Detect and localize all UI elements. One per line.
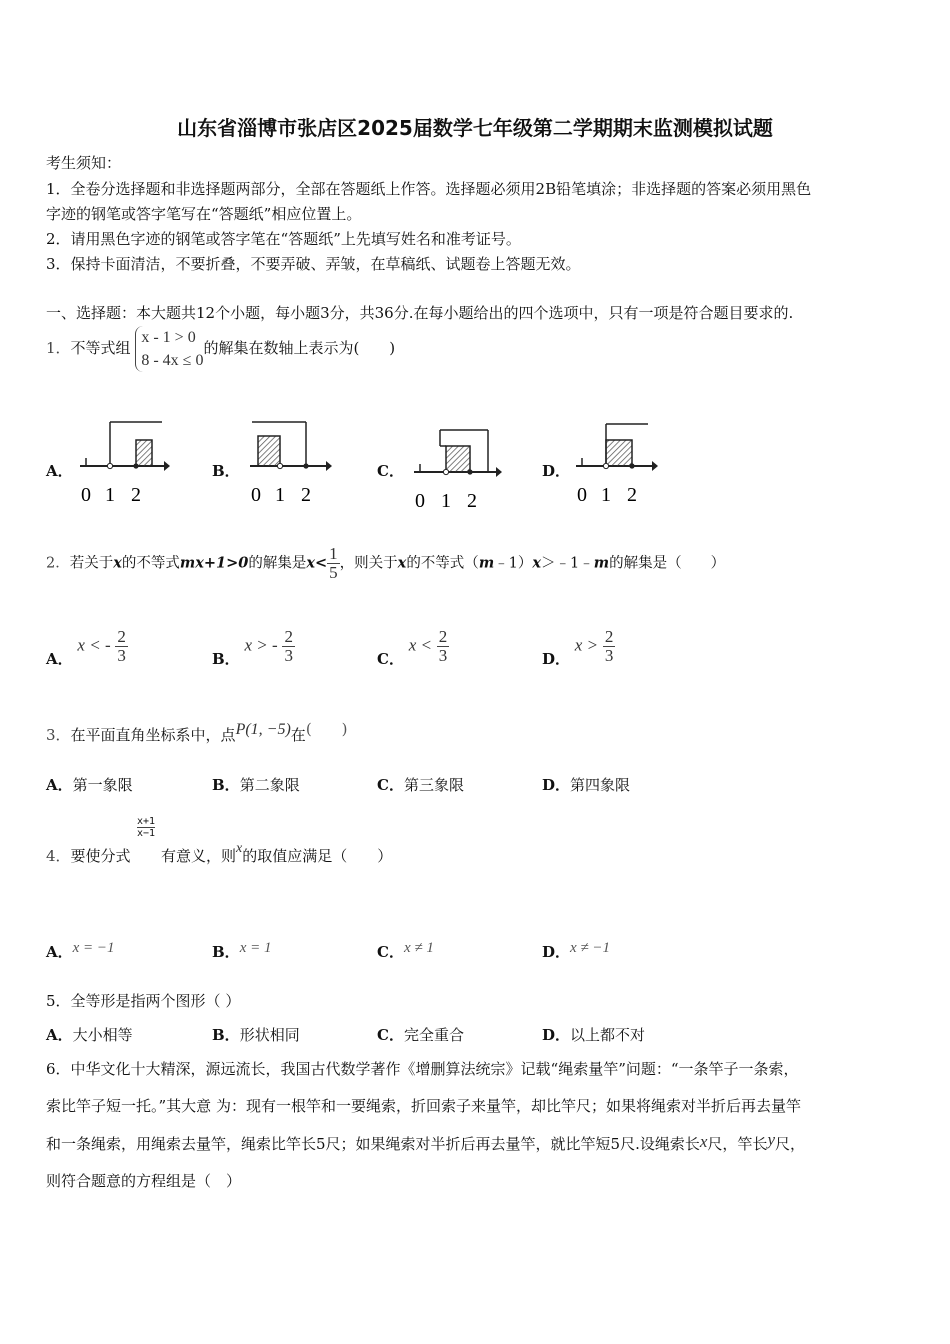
question-1 xyxy=(46,326,395,372)
option-text: 第一象限 xyxy=(72,776,133,794)
q2-var-x: x xyxy=(397,554,407,572)
q6-text: 和一条绳索，用绳索去量竿，绳索比竿长5尺；如果绳索对半折后再去量竿，就比竿短5尺.设绳索长 xyxy=(46,1135,700,1153)
tick-2: 2 xyxy=(627,484,637,506)
q6-text: 尺， xyxy=(774,1135,805,1153)
q4-option-b[interactable] xyxy=(212,936,272,961)
q4-frac-den: x−1 xyxy=(137,828,156,839)
tick-1: 1 xyxy=(275,484,285,506)
question-6-line-4: 则符合题意的方程组是（ ） xyxy=(46,1172,242,1190)
q5-option-d[interactable] xyxy=(542,1024,645,1045)
q1-number-line-b xyxy=(248,418,332,508)
tick-0: 0 xyxy=(577,484,587,506)
q2-solution: x< xyxy=(306,554,328,572)
tick-0: 0 xyxy=(415,490,425,512)
q6-text: 尺，竿长 xyxy=(707,1135,768,1153)
option-label: B． xyxy=(212,649,240,668)
option-label: D． xyxy=(542,776,571,794)
q3-number: 3． xyxy=(46,726,71,744)
option-fraction xyxy=(603,628,616,665)
option-label: B． xyxy=(212,776,240,794)
q4-post: 的取值应满足（ ） xyxy=(242,847,393,865)
q2-option-b[interactable] xyxy=(212,627,295,668)
q6-var-x: x xyxy=(699,1132,708,1151)
q2-text: 若关于 xyxy=(69,555,114,572)
option-expr: x ≠ −1 xyxy=(570,940,611,956)
question-6-line-1: 6．中华文化十大精深，源远流长，我国古代数学著作《增删算法统宗》记载“绳索量竿”问题：“一条竿子一条索， xyxy=(46,1060,799,1078)
q2-text: 的不等式 xyxy=(121,555,180,572)
q5-option-a[interactable] xyxy=(46,1024,133,1045)
q4-frac-num: x+1 xyxy=(137,816,156,827)
q1-number-line-d xyxy=(574,418,658,508)
frac-den: 3 xyxy=(284,645,293,665)
option-fraction xyxy=(115,628,128,665)
frac-num: 2 xyxy=(117,627,126,646)
option-label: A． xyxy=(46,776,73,794)
q3-option-d[interactable] xyxy=(542,774,630,795)
option-expr: x ≠ 1 xyxy=(403,940,434,956)
option-expr: x = −1 xyxy=(72,940,115,956)
q1-inequality-system xyxy=(135,326,203,372)
frac-num: 2 xyxy=(284,627,293,646)
option-text: 第三象限 xyxy=(403,776,464,794)
question-6-line-3 xyxy=(46,1130,805,1154)
page-title: 山东省淄博市张店区2025届数学七年级第二学期期末监测模拟试题 xyxy=(177,116,773,140)
q1-ineq-1: x - 1 > 0 xyxy=(141,329,196,346)
q2-inequality: mx+1>0 xyxy=(179,554,249,572)
option-label: D． xyxy=(542,649,571,668)
option-fraction xyxy=(282,628,295,665)
option-expr: x = 1 xyxy=(239,940,272,956)
q2-text: ＞﹣1﹣ xyxy=(541,555,594,572)
option-label: C． xyxy=(377,1026,404,1044)
q1-number-line-c xyxy=(412,424,502,514)
option-label: A． xyxy=(46,943,73,961)
question-5: 5．全等形是指两个图形（ ） xyxy=(46,992,241,1010)
q1-number: 1． xyxy=(46,339,71,358)
q2-var-m: m xyxy=(478,554,495,572)
tick-1: 1 xyxy=(601,484,611,506)
option-label: A． xyxy=(46,649,73,668)
q5-option-b[interactable] xyxy=(212,1024,300,1045)
q3-paren: ( ) xyxy=(305,720,348,738)
option-label: C． xyxy=(377,943,404,961)
q1-ineq-2: 8 - 4x ≤ 0 xyxy=(141,352,204,370)
option-text: 第四象限 xyxy=(570,776,631,794)
q1-pre: 不等式组 xyxy=(70,339,131,358)
q4-option-d[interactable] xyxy=(542,936,611,961)
q2-text: ，则关于 xyxy=(339,555,398,572)
q2-var-x: x xyxy=(532,554,542,572)
tick-0: 0 xyxy=(81,484,91,506)
question-6-line-2: 索比竿子短一托。”其大意 为：现有一根竿和一要绳索，折回索子来量竿，却比竿尺；如果将绳索对半折后再去量竿 xyxy=(46,1097,801,1115)
q4-var: x xyxy=(236,841,243,856)
frac-den: 3 xyxy=(117,645,126,665)
notice-header: 考生须知： xyxy=(46,154,122,172)
q2-number: 2． xyxy=(46,555,70,572)
q2-text: 的不等式（ xyxy=(406,555,479,572)
q1-option-d-label[interactable]: D． xyxy=(542,462,571,480)
frac-num: 2 xyxy=(438,627,448,646)
q4-fraction xyxy=(137,816,155,839)
q4-option-a[interactable] xyxy=(46,936,115,961)
q2-var-x: x xyxy=(113,554,122,572)
notice-item-2: 2．请用黑色字迹的钢笔或答字笔在“答题纸”上先填写姓名和准考证号。 xyxy=(46,230,521,248)
frac-den: 3 xyxy=(604,645,614,665)
frac-num: 2 xyxy=(604,627,614,646)
option-label: C． xyxy=(377,776,404,794)
tick-2: 2 xyxy=(301,484,311,506)
option-expr: x > - xyxy=(244,635,278,655)
q2-option-d[interactable] xyxy=(542,627,615,668)
q3-option-a[interactable] xyxy=(46,774,133,795)
option-fraction xyxy=(437,628,450,665)
option-label: D． xyxy=(542,1026,571,1044)
q2-fraction xyxy=(327,545,340,582)
option-expr: x < xyxy=(408,635,433,655)
option-text: 第二象限 xyxy=(239,776,300,794)
q2-var-m: m xyxy=(593,554,610,572)
section-heading: 一、选择题：本大题共12个小题，每小题3分，共36分.在每小题给出的四个选项中，只有一项是符合题目要求的. xyxy=(46,304,794,322)
q1-number-line-a xyxy=(78,418,170,508)
q3-mid: 在 xyxy=(290,726,306,744)
q3-pre: 在平面直角坐标系中，点 xyxy=(70,726,236,744)
q2-frac-den: 5 xyxy=(329,562,338,582)
option-expr: x < - xyxy=(77,635,111,655)
question-4 xyxy=(46,845,131,866)
option-label: C． xyxy=(377,649,404,668)
q4-option-c[interactable] xyxy=(377,936,434,961)
option-label: B． xyxy=(212,1026,240,1044)
tick-1: 1 xyxy=(441,490,451,512)
q2-text: ﹣1） xyxy=(494,555,533,572)
option-text: 以上都不对 xyxy=(570,1026,646,1044)
q3-point: P(1, −5) xyxy=(235,721,291,738)
q6-var-y: y xyxy=(767,1130,775,1149)
notice-item-1b: 字迹的钢笔或答字笔写在“答题纸”相应位置上。 xyxy=(46,205,362,223)
q2-frac-num: 1 xyxy=(329,544,338,563)
q1-option-a-label[interactable]: A． xyxy=(46,462,73,480)
option-text: 大小相等 xyxy=(72,1026,133,1044)
tick-2: 2 xyxy=(467,490,477,512)
q2-option-a[interactable] xyxy=(46,627,128,668)
q4-pre: 要使分式 xyxy=(70,847,131,865)
notice-item-3: 3．保持卡面清洁，不要折叠，不要弄破、弄皱，在草稿纸、试题卷上答题无效。 xyxy=(46,255,581,273)
option-expr: x > xyxy=(574,635,599,655)
q4-number: 4． xyxy=(46,847,71,865)
tick-0: 0 xyxy=(251,484,261,506)
q5-option-c[interactable] xyxy=(377,1024,464,1045)
tick-2: 2 xyxy=(131,484,141,506)
option-label: B． xyxy=(212,943,240,961)
question-3 xyxy=(46,720,348,745)
option-label: A． xyxy=(46,1026,73,1044)
q2-text: 的解集是 xyxy=(248,555,307,572)
question-2 xyxy=(46,545,725,582)
q1-option-c-label[interactable]: C． xyxy=(377,462,404,480)
q3-option-b[interactable] xyxy=(212,774,300,795)
tick-1: 1 xyxy=(105,484,115,506)
q4-mid: 有意义，则 xyxy=(161,847,237,865)
frac-den: 3 xyxy=(438,645,448,665)
notice-item-1a: 1．全卷分选择题和非选择题两部分，全部在答题纸上作答。选择题必须用2B铅笔填涂；非选择题的答案必须用黑色 xyxy=(46,180,812,198)
q3-option-c[interactable] xyxy=(377,774,464,795)
q1-option-b-label[interactable]: B． xyxy=(212,462,240,480)
q2-text: 的解集是（ ） xyxy=(609,555,726,572)
q2-option-c[interactable] xyxy=(377,627,449,668)
option-label: D． xyxy=(542,943,571,961)
option-text: 完全重合 xyxy=(403,1026,464,1044)
option-text: 形状相同 xyxy=(239,1026,300,1044)
q4-stem-rest xyxy=(161,841,393,866)
q1-post: 的解集在数轴上表示为( ) xyxy=(203,339,396,358)
